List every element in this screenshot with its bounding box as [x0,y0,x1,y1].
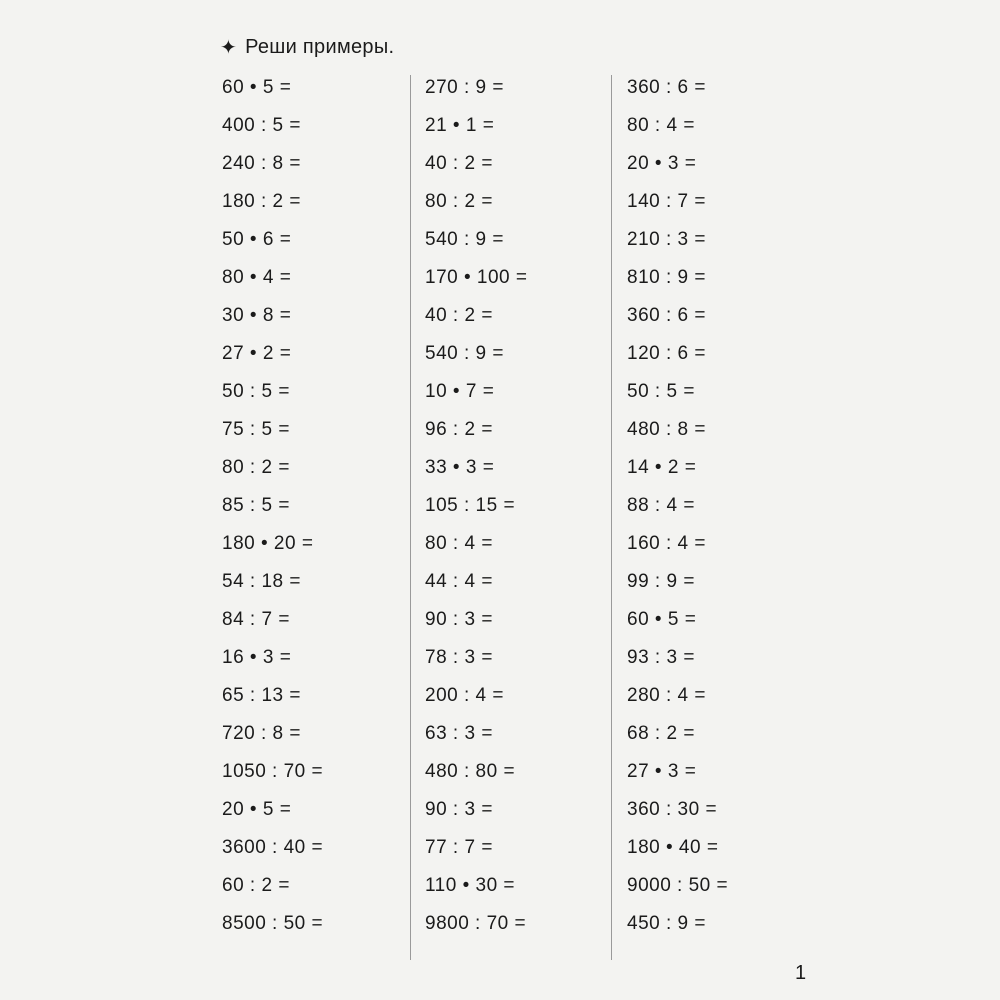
exercise-item: 54 : 18 = [222,571,301,592]
exercise-item: 93 : 3 = [627,647,695,668]
exercise-item: 21 • 1 = [425,115,495,136]
exercise-item: 65 : 13 = [222,685,301,706]
exercise-column-2 [425,74,528,948]
column-divider [611,75,612,960]
exercise-item: 480 : 80 = [425,761,516,782]
exercise-item: 120 : 6 = [627,343,706,364]
exercise-item: 280 : 4 = [627,685,706,706]
exercise-item: 40 : 2 = [425,305,493,326]
exercise-item: 16 • 3 = [222,647,292,668]
exercise-item: 180 : 2 = [222,191,301,212]
exercise-item: 63 : 3 = [425,723,493,744]
star-icon: ✦ [220,36,238,59]
exercise-item: 96 : 2 = [425,419,493,440]
task-heading-text: Реши примеры. [245,36,395,58]
exercise-item: 90 : 3 = [425,609,493,630]
exercise-item: 9000 : 50 = [627,875,729,896]
exercise-item: 85 : 5 = [222,495,290,516]
page-number: 1 [795,962,807,984]
exercise-item: 60 : 2 = [222,875,290,896]
exercise-item: 50 • 6 = [222,229,292,250]
exercise-item: 33 • 3 = [425,457,495,478]
exercise-item: 84 : 7 = [222,609,290,630]
exercise-item: 40 : 2 = [425,153,493,174]
exercise-item: 9800 : 70 = [425,913,527,934]
exercise-item: 27 • 2 = [222,343,292,364]
exercise-item: 44 : 4 = [425,571,493,592]
column-divider [410,75,411,960]
exercise-item: 540 : 9 = [425,229,504,250]
exercise-item: 68 : 2 = [627,723,695,744]
exercise-item: 270 : 9 = [425,77,504,98]
exercise-item: 20 • 3 = [627,153,697,174]
exercise-item: 170 • 100 = [425,267,528,288]
exercise-item: 810 : 9 = [627,267,706,288]
exercise-column-1 [222,74,323,948]
exercise-item: 360 : 30 = [627,799,718,820]
exercise-item: 50 : 5 = [222,381,290,402]
exercise-item: 80 : 2 = [425,191,493,212]
exercise-item: 110 • 30 = [425,875,516,896]
exercise-item: 50 : 5 = [627,381,695,402]
exercise-item: 99 : 9 = [627,571,695,592]
exercise-item: 720 : 8 = [222,723,301,744]
exercise-item: 60 • 5 = [222,77,292,98]
exercise-item: 8500 : 50 = [222,913,324,934]
exercise-item: 10 • 7 = [425,381,495,402]
exercise-item: 160 : 4 = [627,533,706,554]
exercise-item: 80 : 4 = [627,115,695,136]
exercise-item: 540 : 9 = [425,343,504,364]
exercise-item: 80 • 4 = [222,267,292,288]
exercise-item: 400 : 5 = [222,115,301,136]
exercise-item: 20 • 5 = [222,799,292,820]
exercise-item: 80 : 4 = [425,533,493,554]
exercise-item: 88 : 4 = [627,495,695,516]
exercise-item: 1050 : 70 = [222,761,324,782]
exercise-item: 75 : 5 = [222,419,290,440]
exercise-item: 27 • 3 = [627,761,697,782]
exercise-item: 360 : 6 = [627,77,706,98]
exercise-item: 60 • 5 = [627,609,697,630]
exercise-item: 180 • 20 = [222,533,314,554]
exercise-item: 360 : 6 = [627,305,706,326]
exercise-item: 180 • 40 = [627,837,719,858]
exercise-item: 14 • 2 = [627,457,697,478]
exercise-column-3 [627,74,728,948]
exercise-item: 210 : 3 = [627,229,706,250]
exercise-item: 3600 : 40 = [222,837,324,858]
exercise-item: 90 : 3 = [425,799,493,820]
exercise-item: 480 : 8 = [627,419,706,440]
exercise-item: 450 : 9 = [627,913,706,934]
exercise-item: 105 : 15 = [425,495,516,516]
exercise-item: 200 : 4 = [425,685,504,706]
exercise-item: 77 : 7 = [425,837,493,858]
task-heading [220,36,394,59]
exercise-item: 78 : 3 = [425,647,493,668]
exercise-item: 240 : 8 = [222,153,301,174]
exercise-item: 140 : 7 = [627,191,706,212]
exercise-item: 80 : 2 = [222,457,290,478]
exercise-item: 30 • 8 = [222,305,292,326]
